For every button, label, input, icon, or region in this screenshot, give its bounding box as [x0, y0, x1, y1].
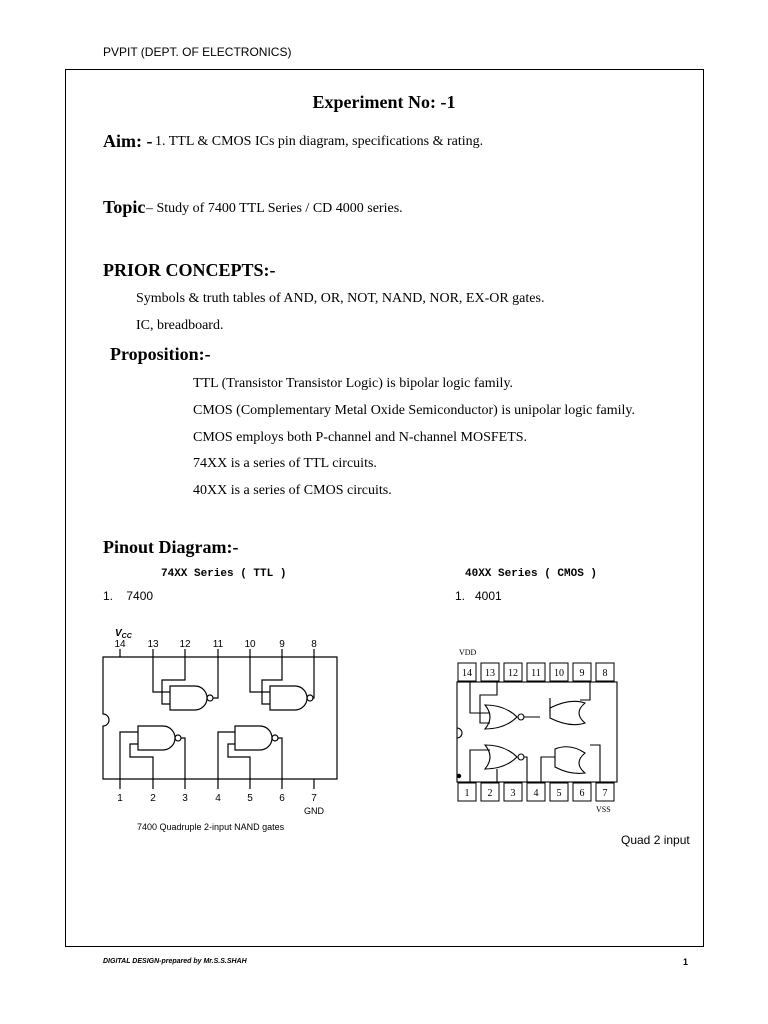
prior-concepts-heading: PRIOR CONCEPTS:-	[103, 260, 276, 280]
vdd-label: VDD	[459, 648, 477, 657]
nand-gate-upper-right	[270, 686, 307, 710]
footer-credit: DIGITAL DESIGN-prepared by Mr.S.S.SHAH	[103, 958, 247, 965]
nand-gate-lower-left	[138, 726, 175, 750]
pin-number: 2	[487, 788, 493, 799]
pin-number: 14	[114, 639, 126, 650]
pin-number: 4	[533, 788, 539, 799]
pin-number: 11	[212, 639, 224, 650]
cmos-4001-pinout-diagram	[455, 645, 625, 820]
proposition-heading: Proposition:-	[110, 344, 211, 364]
pin-number: 12	[508, 668, 518, 679]
pin-number: 10	[554, 668, 564, 679]
vcc-label: $V_{CC}$	[115, 628, 132, 640]
nor-gate-3	[485, 745, 517, 769]
ttl-series-label: 74XX Series ( TTL )	[161, 568, 287, 580]
pin-number: 9	[579, 668, 585, 679]
experiment-title: Experiment No: -1	[312, 92, 456, 112]
pin-number: 14	[462, 668, 472, 679]
ic-package	[457, 682, 617, 782]
pin-number: 3	[182, 793, 188, 804]
pin-number: 7	[311, 793, 317, 804]
proposition-line: 74XX is a series of TTL circuits.	[193, 456, 377, 471]
proposition-line: TTL (Transistor Transistor Logic) is bipolar logic family.	[193, 376, 514, 391]
cmos-series-label: 40XX Series ( CMOS )	[465, 568, 598, 580]
nand-gate-lower-right	[235, 726, 272, 750]
proposition-line: CMOS (Complementary Metal Oxide Semiconductor) is unipolar logic family.	[193, 403, 635, 418]
pin-number: 12	[179, 639, 191, 650]
pin-number: 1	[464, 788, 470, 799]
proposition-line: 40XX is a series of CMOS circuits.	[193, 483, 392, 498]
cmos-item: 1. 4001	[455, 589, 502, 603]
topic-label: Topic	[103, 197, 146, 217]
pin1-dot-icon	[457, 774, 461, 778]
pin-number: 2	[150, 793, 156, 804]
pin-number: 5	[247, 793, 253, 804]
pin-number: 6	[579, 788, 585, 799]
pin-number: 4	[215, 793, 221, 804]
pin-number: 7	[602, 788, 608, 799]
ttl-7400-pinout-diagram	[100, 622, 345, 837]
pin-number: 13	[147, 639, 159, 650]
ic-package	[103, 657, 337, 779]
pin-number: 6	[279, 793, 285, 804]
pin-number: 10	[244, 639, 256, 650]
aim-label: Aim: -	[103, 131, 153, 151]
gnd-label: GND	[304, 806, 324, 816]
pin-number: 8	[311, 639, 317, 650]
nor-gate-2	[485, 705, 517, 729]
nor-gate-1	[550, 701, 585, 724]
pin-number: 11	[531, 668, 541, 679]
pin-number: 9	[279, 639, 285, 650]
proposition-line: CMOS employs both P-channel and N-channel MOSFETS.	[193, 430, 528, 445]
pin-number: 1	[117, 793, 123, 804]
prior-concept-line: IC, breadboard.	[136, 318, 224, 333]
ttl-item: 1. 7400	[103, 589, 154, 603]
nor-gate-4	[555, 747, 585, 774]
ttl-caption: 7400 Quadruple 2-input NAND gates	[137, 822, 285, 832]
pin-number: 8	[602, 668, 608, 679]
pin-number: 3	[510, 788, 516, 799]
pinout-heading: Pinout Diagram:-	[103, 537, 239, 557]
nand-gate-upper-left	[170, 686, 207, 710]
cmos-note: Quad 2 input	[621, 833, 690, 847]
page-number: 1	[683, 957, 689, 967]
running-header: PVPIT (DEPT. OF ELECTRONICS)	[103, 45, 292, 59]
vss-label: VSS	[596, 805, 611, 814]
pin-number: 5	[556, 788, 562, 799]
pin-number: 13	[485, 668, 495, 679]
topic-text: – Study of 7400 TTL Series / CD 4000 series.	[146, 201, 403, 216]
aim-text: 1. TTL & CMOS ICs pin diagram, specifications & rating.	[155, 134, 484, 149]
prior-concept-line: Symbols & truth tables of AND, OR, NOT, NAND, NOR, EX-OR gates.	[136, 291, 545, 306]
